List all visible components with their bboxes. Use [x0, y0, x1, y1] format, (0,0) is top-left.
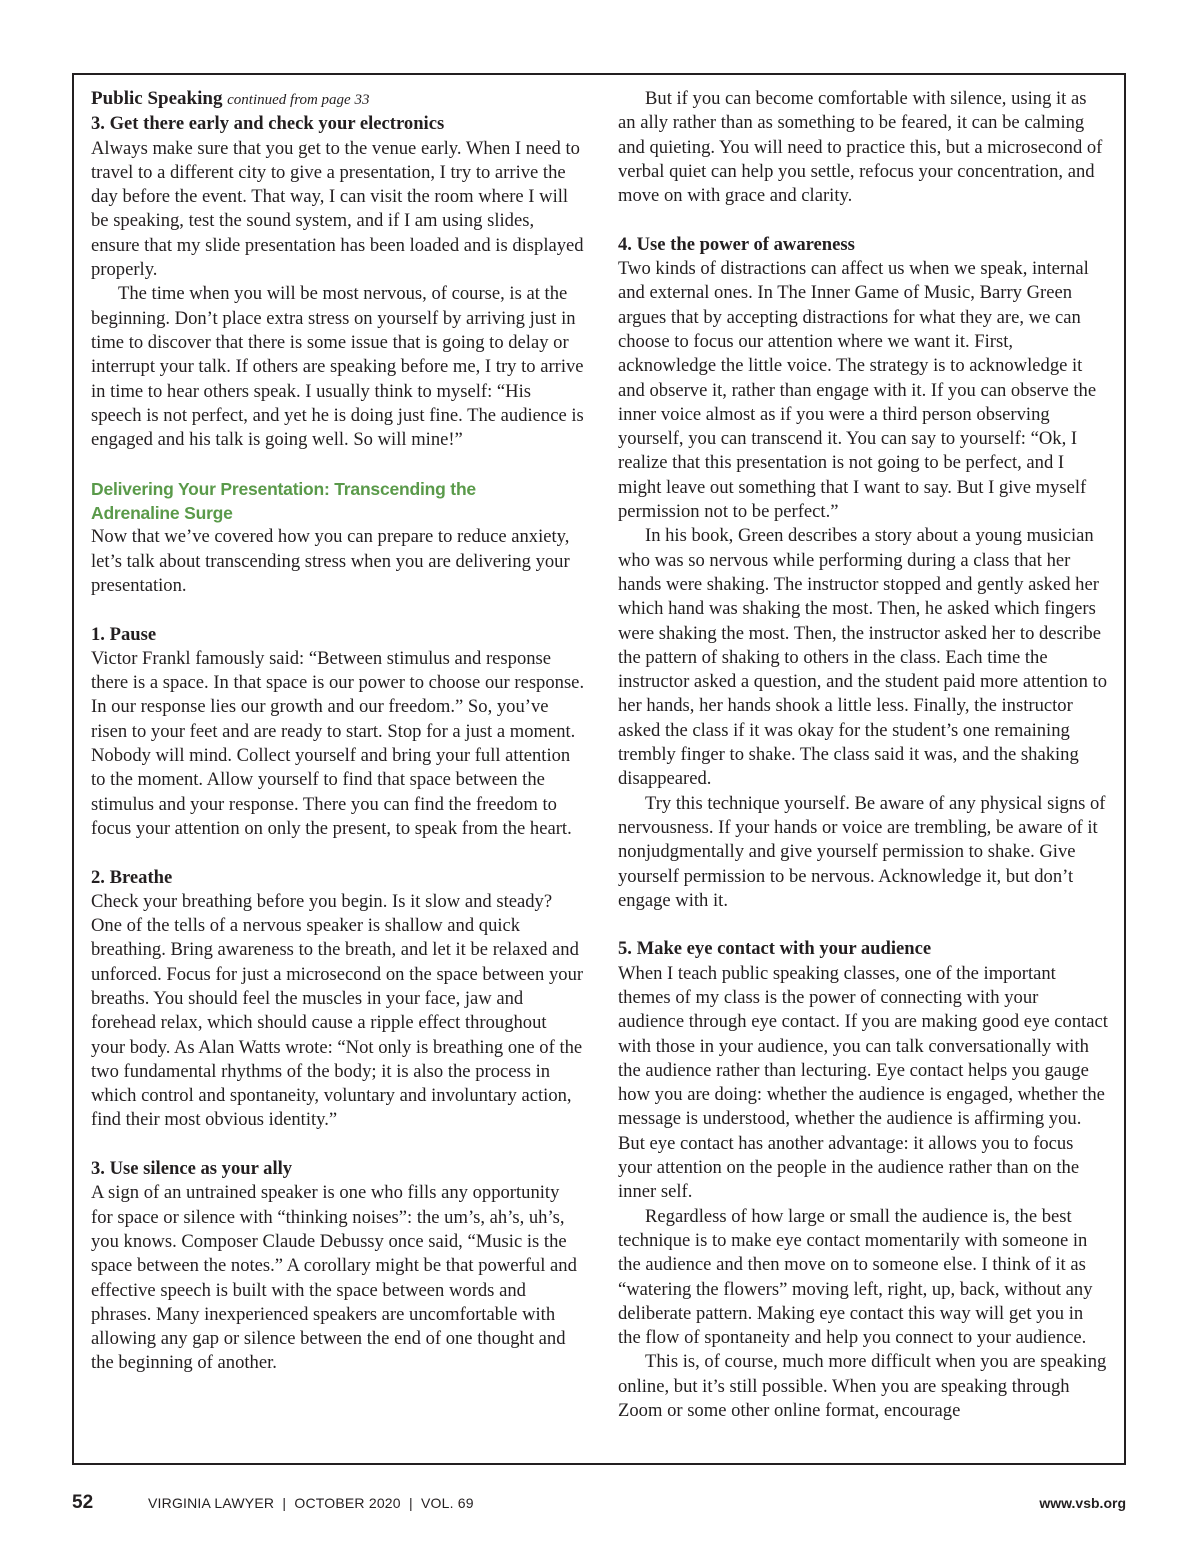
subheading-eye-contact: 5. Make eye contact with your audience [618, 938, 932, 960]
section-heading-line2: Adrenaline Surge [91, 503, 233, 524]
subheading-pause: 1. Pause [91, 623, 157, 645]
paragraph: Regardless of how large or small the audience is, the best technique is to make eye contact momentarily with someone in the audience and then move on to someone else. I think of it as “watering the flowers” moving left, right, up, back, without any deliberate pattern. Making eye contact this way will get you in the flow of spontaneity and help you connect to your audience. [618, 1205, 1093, 1349]
subheading-get-there-early: 3. Get there early and check your electronics [91, 113, 445, 135]
page-number: 52 [72, 1492, 94, 1513]
publication-info: VIRGINIA LAWYER | OCTOBER 2020 | VOL. 69 [148, 1495, 474, 1511]
paragraph: This is, of course, much more difficult when you are speaking online, but it’s still possible. When you are speaking through Zoom or some other online format, encourage [618, 1351, 1107, 1422]
paragraph: But if you can become comfortable with silence, using it as an ally rather than as something to be feared, it can be calming and quieting. You will need to practice this, but a microsecond of verbal quiet can help you settle, refocus your concentration, and move on with grace and clarity. [618, 88, 1103, 207]
subheading-breathe: 2. Breathe [91, 866, 173, 888]
paragraph: Try this technique yourself. Be aware of any physical signs of nervousness. If your hands or voice are trembling, be aware of it nonjudgmentally and give yourself permission to shake. Give yourself permission to be nervous. Acknowledge it, but don’t engage with it. [618, 792, 1106, 911]
website-url[interactable]: www.vsb.org [1039, 1495, 1126, 1511]
continuation-kicker [91, 87, 585, 112]
right-column [618, 87, 1108, 1423]
paragraph: In his book, Green describes a story about a young musician who was so nervous while performing during a class that her hands were shaking. The instructor stopped and gently asked her which hand was shaking the most. Then, he asked which fingers were shaking the most. Then, the instructor asked her to describe the pattern of shaking to others in the class. Each time the instructor asked a question, and the student paid more attention to her hands, her hands shook a little less. Finally, the instructor asked the class if it was okay for the student’s one remaining trembly finger to shake. The class said it was, and the shaking disappeared. [618, 525, 1108, 790]
paragraph: A sign of an untrained speaker is one who fills any opportunity for space or silence with “thinking noises”: the um’s, ah’s, uh’s, you knows. Composer Claude Debussy once said, “Music is the space between the notes.” A corollary might be that powerful and effective speech is built with the space between words and phrases. Many inexperienced speakers are uncomfortable with allowing any gap or silence between the end of one thought and the beginning of another. [91, 1182, 577, 1374]
paragraph: The time when you will be most nervous, of course, is at the beginning. Don’t place extra stress on yourself by arriving just in time to discover that there is some issue that is going to delay or interrupt your talk. If others are speaking before me, I try to arrive in time to hear others speak. I usually think to myself: “His speech is not perfect, and yet he is doing just fine. The audience is engaged and his talk is going well. So will mine!” [91, 283, 584, 451]
subheading-awareness: 4. Use the power of awareness [618, 233, 855, 255]
paragraph: When I teach public speaking classes, one of the important themes of my class is the power of connecting with your audience through eye contact. If you are making good eye contact with those in your audience, you can talk conversationally with the audience rather than lecturing. Eye contact helps you gauge how you are doing: whether the audience is engaged, whether the message is understood, whether the audience is affirming you. But eye contact has another advantage: it allows you to focus your attention on the people in the audience rather than on the inner self. [618, 962, 1108, 1203]
subheading-silence: 3. Use silence as your ally [91, 1158, 293, 1180]
paragraph: Always make sure that you get to the venue early. When I need to travel to a different city to give a presentation, I try to arrive the day before the event. That way, I can visit the room where I will be speaking, test the sound system, and if I am using slides, ensure that my slide presentation has been loaded and is displayed properly. [91, 137, 584, 281]
paragraph: Now that we’ve covered how you can prepare to reduce anxiety, let’s talk about transcending stress when you are delivering your presentation. [91, 526, 570, 596]
section-heading [91, 477, 585, 526]
paragraph: Victor Frankl famously said: “Between stimulus and response there is a space. In that space is our power to choose our response. In our response lies our growth and our freedom.” So, you’ve risen to your feet and are ready to start. Stop for a just a moment. Nobody will mind. Collect yourself and bring your full attention to the moment. Allow yourself to find that space between the stimulus and your response. There you can find the freedom to focus your attention on only the present, to speak from the heart. [91, 647, 585, 839]
kicker-continued: continued from page 33 [227, 92, 370, 108]
kicker-title: Public Speaking [91, 88, 223, 109]
paragraph: Two kinds of distractions can affect us when we speak, internal and external ones. In The Inner Game of Music, Barry Green argues that by accepting distractions for what they are, we can choose to focus our attention where we want it. First, acknowledge the little voice. The strategy is to acknowledge it and observe it, rather than engage with it. If you can observe the inner voice almost as if you were a third person observing yourself, you can transcend it. You can say to yourself: “Ok, I realize that this presentation is not going to be perfect, and I might leave out something that I want to say. But I give myself permission not to be perfect.” [618, 258, 1097, 523]
left-column [91, 87, 585, 1376]
section-heading-line1: Delivering Your Presentation: Transcending the [91, 478, 476, 499]
paragraph: Check your breathing before you begin. Is it slow and steady? One of the tells of a nervous speaker is shallow and quick breathing. Bring awareness to the breath, and let it be relaxed and unforced. Focus for just a microsecond on the space between your breaths. You should feel the muscles in your face, jaw and forehead relax, which should cause a ripple effect throughout your body. As Alan Watts wrote: “Not only is breathing one of the two fundamental rhythms of the body; it is also the process in which control and spontaneity, voluntary and involuntary action, find their most obvious identity.” [91, 890, 584, 1131]
page-footer [72, 1492, 1126, 1516]
